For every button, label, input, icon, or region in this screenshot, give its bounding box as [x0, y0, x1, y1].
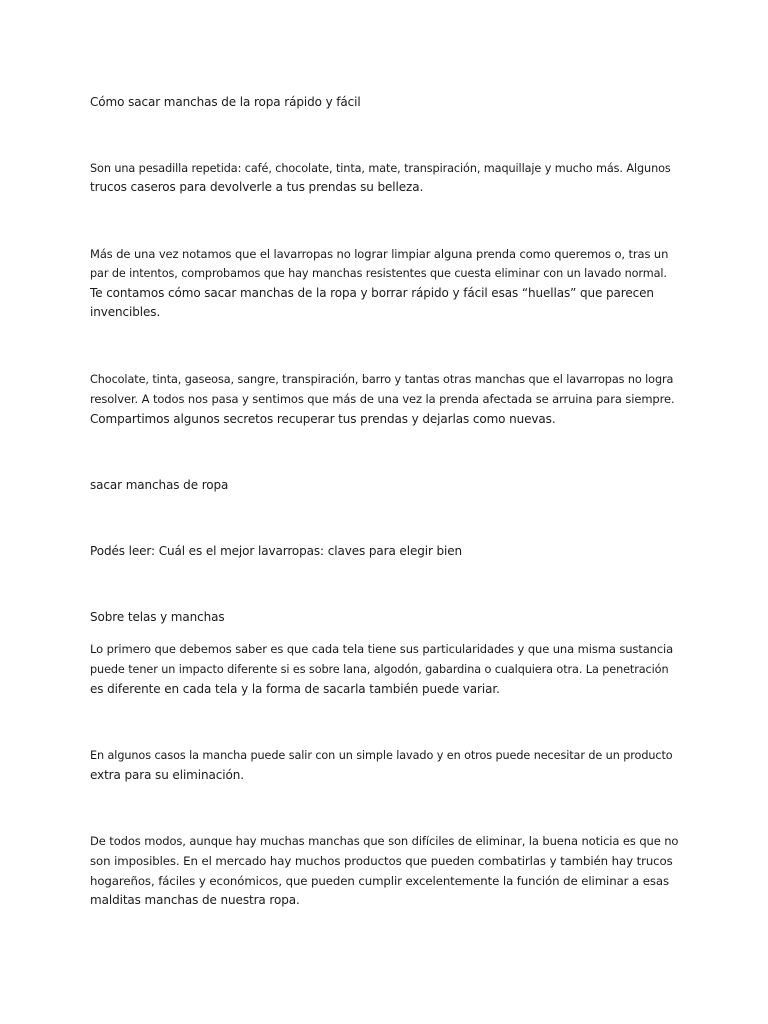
image-caption: sacar manchas de ropa [90, 478, 229, 492]
paragraph-line: invencibles. [90, 305, 161, 319]
paragraph-line: Te contamos cómo sacar manchas de la ropa y borrar rápido y fácil esas “huellas” que parecen [90, 286, 654, 300]
paragraph-line: resolver. A todos nos pasa y sentimos que más de una vez la prenda afectada se arruina para siempre. [90, 392, 675, 406]
section-subheading: Sobre telas y manchas [90, 610, 225, 624]
paragraph-line: Chocolate, tinta, gaseosa, sangre, transpiración, barro y tantas otras manchas que el lavarropas no logra [90, 373, 674, 386]
paragraph-line: par de intentos, comprobamos que hay manchas resistentes que cuesta eliminar con un lavado normal. [90, 267, 667, 280]
paragraph-line: hogareños, fáciles y económicos, que pueden cumplir excelentemente la función de eliminar a esas [90, 874, 670, 888]
paragraph-line: En algunos casos la mancha puede salir con un simple lavado y en otros puede necesitar de un producto [90, 749, 673, 762]
paragraph-line: trucos caseros para devolverle a tus prendas su belleza. [90, 180, 424, 194]
paragraph-line: De todos modos, aunque hay muchas manchas que son difíciles de eliminar, la buena noticia es que no [90, 834, 679, 848]
paragraph-line: Lo primero que debemos saber es que cada tela tiene sus particularidades y que una misma sustancia [90, 642, 674, 656]
paragraph-line: malditas manchas de nuestra ropa. [90, 893, 300, 907]
paragraph-line: Compartimos algunos secretos recuperar tus prendas y dejarlas como nuevas. [90, 412, 556, 426]
paragraph-line: Son una pesadilla repetida: café, chocolate, tinta, mate, transpiración, maquillaje y mucho más. Algunos [90, 162, 671, 175]
paragraph-line: Más de una vez notamos que el lavarropas no lograr limpiar alguna prenda como queremos o, tras un [90, 247, 669, 261]
paragraph-line: es diferente en cada tela y la forma de sacarla también puede variar. [90, 682, 500, 696]
paragraph-line: puede tener un impacto diferente si es sobre lana, algodón, gabardina o cualquiera otra. La penetración [90, 663, 669, 676]
paragraph-line: son imposibles. En el mercado hay muchos productos que pueden combatirlas y también hay trucos [90, 854, 673, 868]
read-also-link[interactable]: Podés leer: Cuál es el mejor lavarropas: claves para elegir bien [90, 544, 463, 558]
document-title: Cómo sacar manchas de la ropa rápido y fácil [90, 95, 361, 109]
paragraph-line: extra para su eliminación. [90, 768, 244, 782]
